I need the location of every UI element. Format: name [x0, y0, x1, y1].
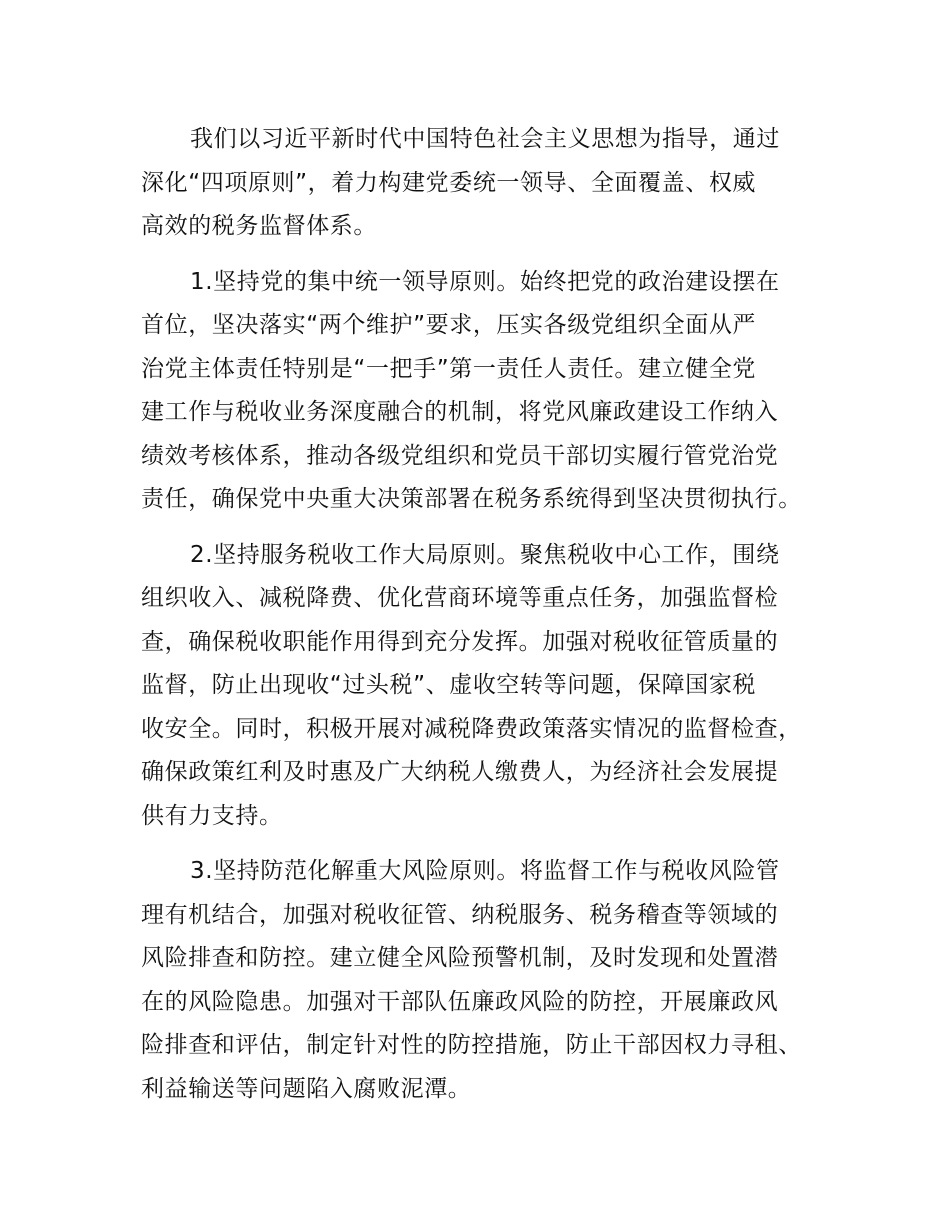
- paragraph-intro: [141, 118, 831, 249]
- text-line: 深化“四项原则”，着力构建党委统一领导、全面覆盖、权威: [141, 169, 757, 196]
- paragraph-principle-2: [141, 534, 831, 839]
- text-line: 建工作与税收业务深度融合的机制，将党风廉政建设工作纳入: [141, 399, 779, 425]
- text-line: 组织收入、减税降费、优化营商环境等重点任务，加强监督检: [141, 585, 779, 611]
- text-line: 2.坚持服务税收工作大局原则。聚焦税收中心工作，围绕: [190, 541, 780, 568]
- text-line: 责任，确保党中央重大决策部署在税务系统得到坚决贯彻执行。: [141, 486, 802, 512]
- text-line: 3.坚持防范化解重大风险原则。将监督工作与税收风险管: [190, 858, 780, 884]
- text-line: 险排查和评估，制定针对性的防控措施，防止干部因权力寻租、: [141, 1032, 802, 1058]
- text-line: 首位，坚决落实“两个维护”要求，压实各级党组织全面从严: [141, 312, 757, 338]
- text-line: 理有机结合，加强对税收征管、纳税服务、税务稽查等领域的: [141, 901, 779, 928]
- text-line: 查，确保税收职能作用得到充分发挥。加强对税收征管质量的: [141, 628, 779, 655]
- text-line: 我们以习近平新时代中国特色社会主义思想为指导，通过: [190, 126, 780, 152]
- paragraph-principle-1: [141, 261, 831, 522]
- paragraph-principle-3: [141, 850, 831, 1111]
- text-line: 1.坚持党的集中统一领导原则。始终把党的政治建设摆在: [190, 268, 780, 295]
- text-line: 监督，防止出现收“过头税”、虚收空转等问题，保障国家税: [141, 672, 757, 698]
- text-line: 确保政策红利及时惠及广大纳税人缴费人，为经济社会发展提: [141, 759, 779, 785]
- text-line: 在的风险隐患。加强对干部队伍廉政风险的防控，开展廉政风: [141, 988, 779, 1015]
- text-line: 绩效考核体系，推动各级党组织和党员干部切实履行管党治党: [141, 442, 779, 469]
- text-line: 高效的税务监督体系。: [141, 213, 377, 239]
- text-line: 风险排查和防控。建立健全风险预警机制，及时发现和处置潜: [141, 945, 779, 971]
- text-line: 利益输送等问题陷入腐败泥潭。: [141, 1075, 472, 1102]
- text-line: 供有力支持。: [141, 802, 283, 829]
- text-line: 收安全。同时，积极开展对减税降费政策落实情况的监督检查，: [141, 715, 802, 742]
- document-body: [141, 118, 831, 1123]
- text-line: 治党主体责任特别是“一把手”第一责任人责任。建立健全党: [141, 355, 757, 382]
